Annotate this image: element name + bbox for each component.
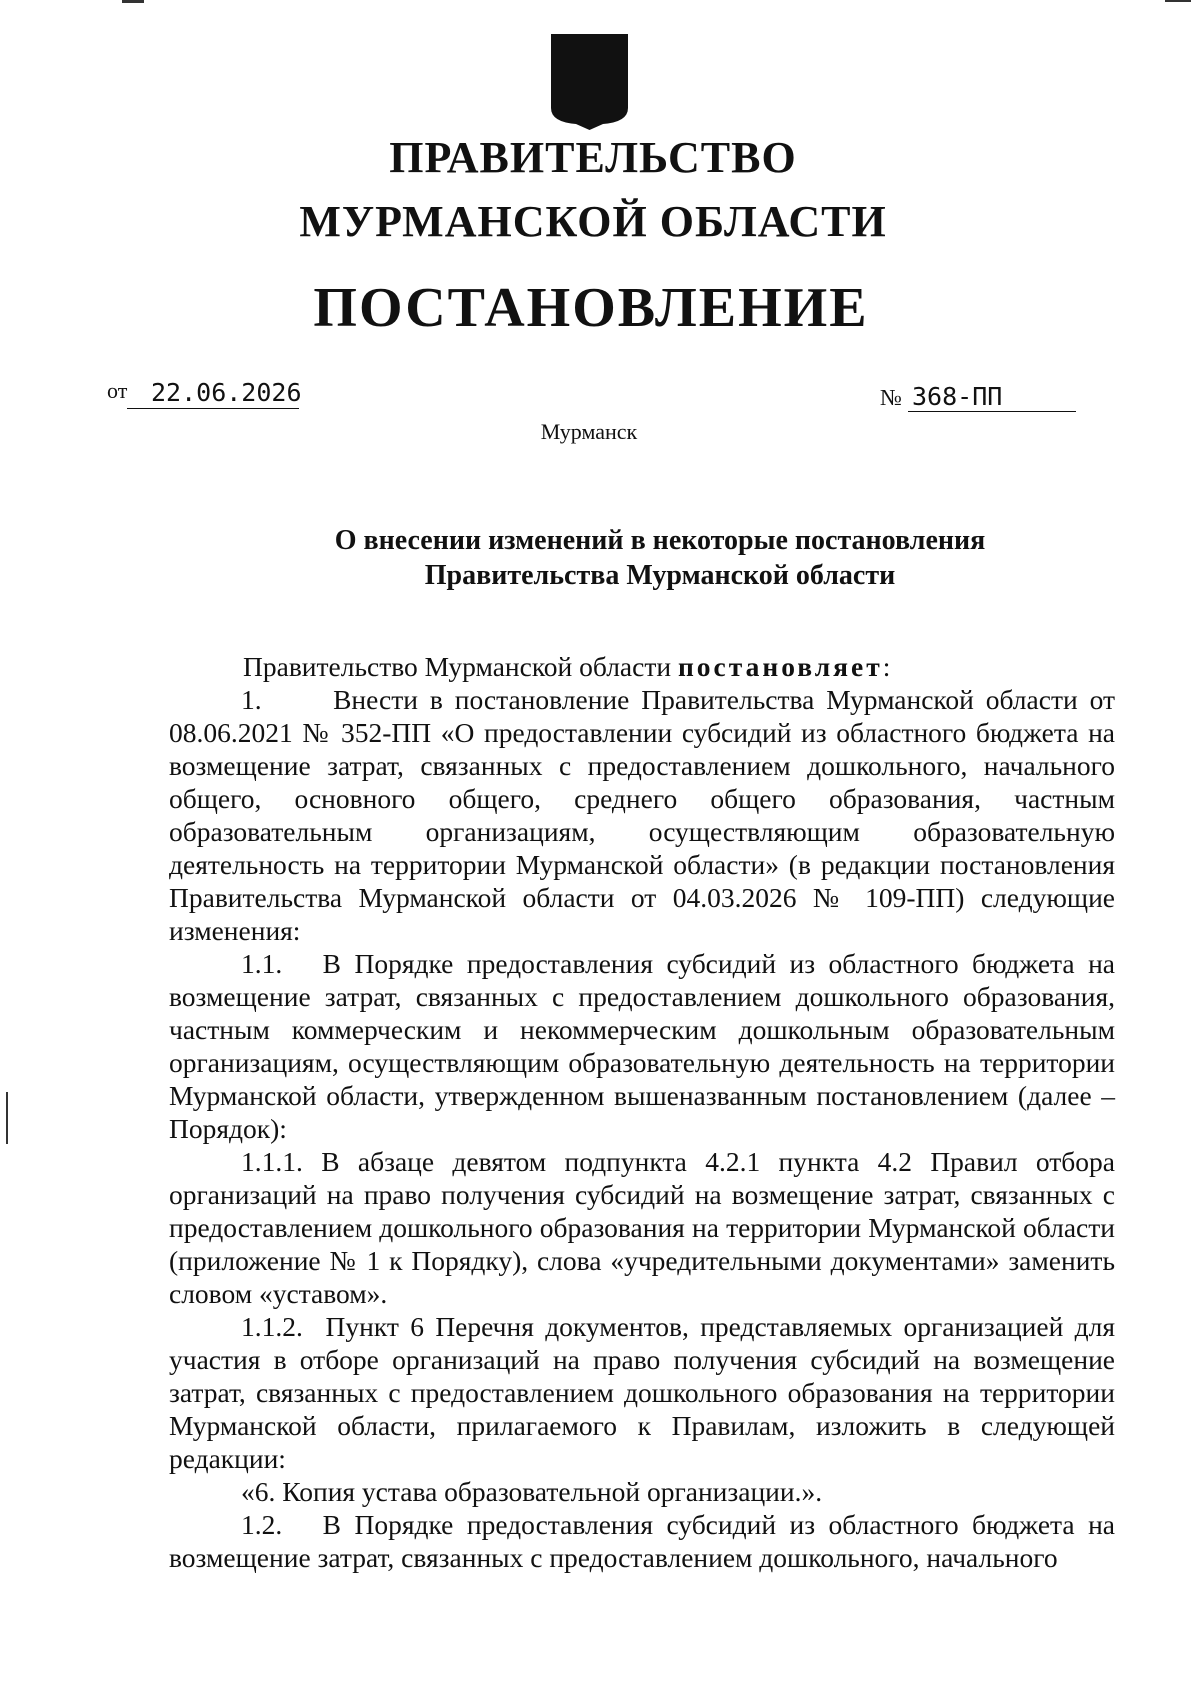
document-date: 22.06.2026	[151, 378, 302, 407]
intro-paragraph	[169, 650, 1115, 683]
coat-of-arms-emblem	[549, 34, 630, 130]
org-name-line1: ПРАВИТЕЛЬСТВО	[389, 133, 797, 182]
intro-decree-word: постановляет	[677, 651, 883, 682]
scan-mark-top-right	[1165, 0, 1191, 2]
subject-line1: О внесении изменений в некоторые постановления	[334, 525, 986, 556]
paragraph-1-1: 1.1. В Порядке предоставления субсидий из областного бюджета на возмещение затрат, связанных с предоставлением дошкольного образования, частным коммерческим и некоммерческим дошкольным образовательным организациям, осуществляющим образовательную деятельность на территории Мурманской области, утвержденном вышеназванным постановлением (далее – Порядок):	[169, 948, 1115, 1144]
document-number: 368-ПП	[912, 382, 1003, 411]
scan-mark-top-left	[122, 0, 144, 3]
paragraph-1-2: 1.2. В Порядке предоставления субсидий из областного бюджета на возмещение затрат, связанных с предоставлением дошкольного, начального	[169, 1509, 1115, 1573]
scan-mark-left	[6, 1092, 8, 1144]
date-underline	[127, 408, 299, 409]
paragraph-1-1-2: 1.1.2. Пункт 6 Перечня документов, представляемых организацией для участия в отборе организаций на право получения субсидий на возмещение затрат, связанных с предоставлением дошкольного образования на территории Мурманской области, прилагаемого к Правилам, изложить в следующей редакции:	[169, 1311, 1115, 1474]
subject-line2: Правительства Мурманской области	[424, 560, 896, 591]
intro-text: Правительство Мурманской области	[243, 651, 678, 682]
intro-colon: :	[882, 651, 891, 682]
document-body	[169, 650, 1115, 1574]
document-subject	[60, 523, 1200, 593]
city-name: Мурманск	[540, 419, 638, 444]
document-type-title: ПОСТАНОВЛЕНИЕ	[313, 277, 869, 339]
paragraph-1-1-1: 1.1.1. В абзаце девятом подпункта 4.2.1 пункта 4.2 Правил отбора организаций на право получения субсидий на возмещение затрат, связанных с предоставлением дошкольного образования на территории Мурманской области (приложение № 1 к Порядку), слова «учредительными документами» заменить словом «уставом».	[169, 1146, 1115, 1309]
paragraph-quote: «6. Копия устава образовательной организации.».	[241, 1476, 823, 1507]
number-underline	[908, 411, 1076, 412]
org-name-line2: МУРМАНСКОЙ ОБЛАСТИ	[299, 197, 887, 246]
number-prefix: №	[880, 385, 902, 410]
date-prefix: от	[107, 378, 128, 403]
paragraph-1: 1. Внести в постановление Правительства Мурманской области от 08.06.2021 № 352-ПП «О предоставлении субсидий из областного бюджета на возмещение затрат, связанных с предоставлением дошкольного, начального общего, основного общего, среднего общего образования, частным образовательным организациям, осуществляющим образовательную деятельность на территории Мурманской области» (в редакции постановления Правительства Мурманской области от 04.03.2026 № 109-ПП) следующие изменения:	[169, 684, 1115, 946]
